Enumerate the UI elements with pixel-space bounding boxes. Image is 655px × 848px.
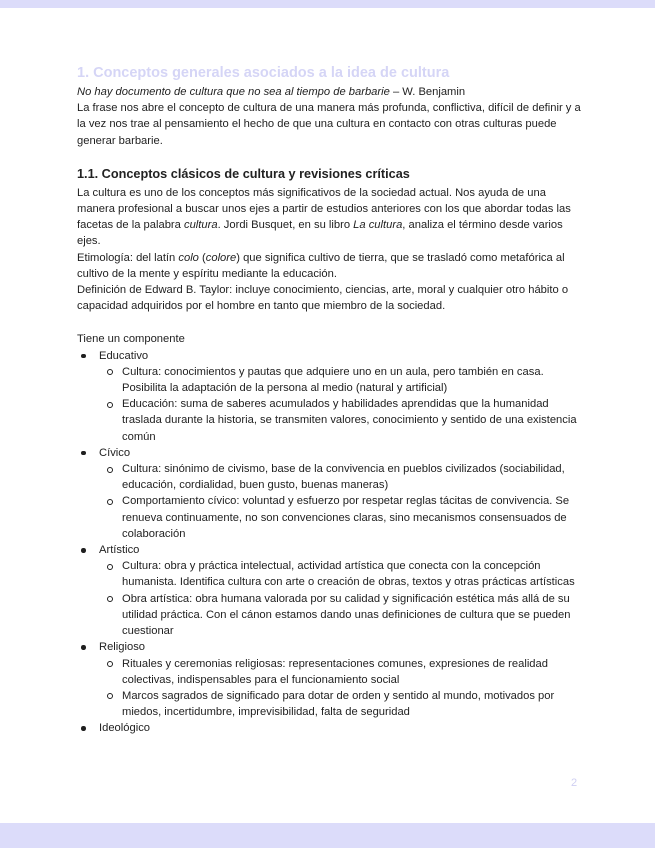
sub-list-item: Educación: suma de saberes acumulados y habilidades aprendidas que la humanidad traslada durante la historia, se transmiten valores, conocimiento y sentido de una existencia común <box>99 396 582 445</box>
list-item: Educativo Cultura: conocimientos y pautas que adquiere uno en un aula, pero también en casa. Posibilita la adaptación de la persona al medio (natural y artificial) Educación: suma de saberes acumulados y habilidades aprendidas que la humanidad traslada durante la historia, se transmiten valores, conocimiento y sentido de una existencia común <box>77 348 582 445</box>
list-intro: Tiene un componente <box>77 333 185 346</box>
list-item: Artístico Cultura: obra y práctica intelectual, actividad artística que conecta con la concepción humanista. Identifica cultura con arte o creación de obras, textos y otras prácticas artísticas Obra artística: obra humana valorada por su calidad y significación estética más allá de su utilidad práctica. Con el cánon estamos dando unas definiciones de cultura que se pueden cuestionar <box>77 542 582 639</box>
paragraph-1: La cultura es uno de los conceptos más significativos de la sociedad actual. Nos ayuda de una manera profesional a buscar unos ejes a partir de estudios anteriores con los que abordar todas las facetas de la palabra cultura. Jordi Busquet, en su libro La cultura, analiza el término desde varios ejes. <box>77 186 571 248</box>
sub-list-item: Comportamiento cívico: voluntad y esfuerzo por respetar reglas tácitas de convivencia. Se renueva continuamente, no son convenciones claras, sino mecanismos consensuados de colaboración <box>99 493 582 542</box>
sub-list-item: Marcos sagrados de significado para dotar de orden y sentido al mundo, motivados por miedos, incertidumbre, imprevisibilidad, falta de seguridad <box>99 688 582 720</box>
sub-list-item: Cultura: sinónimo de civismo, base de la convivencia en pueblos civilizados (sociabilidad, educación, cordialidad, buen gusto, buenas maneras) <box>99 461 582 493</box>
component-list <box>77 348 582 737</box>
page-number: 2 <box>571 777 578 789</box>
sub-list-item: Cultura: conocimientos y pautas que adquiere uno en un aula, pero también en casa. Posibilita la adaptación de la persona al medio (natural y artificial) <box>99 364 582 396</box>
sub-list-item: Obra artística: obra humana valorada por su calidad y significación estética más allá de su utilidad práctica. Con el cánon estamos dando unas definiciones de cultura que se pueden cuestionar <box>99 591 582 640</box>
footer-band <box>0 823 655 848</box>
quote-author: – W. Benjamin <box>389 86 466 98</box>
paragraph-etymology: Etimología: del latín colo (colore) que significa cultivo de tierra, que se trasladó como metafórica al cultivo de la mente y espíritu mediante la educación. <box>77 251 565 280</box>
list-item: Ideológico <box>77 720 582 736</box>
sub-list <box>99 364 582 445</box>
sub-list-item: Cultura: obra y práctica intelectual, actividad artística que conecta con la concepción humanista. Identifica cultura con arte o creación de obras, textos y otras prácticas artísticas <box>99 558 582 590</box>
sub-list-item: Rituales y ceremonias religiosas: representaciones comunes, expresiones de realidad colectivas, indispensables para el funcionamiento social <box>99 656 582 688</box>
paragraph-definition: Definición de Edward B. Taylor: incluye conocimiento, ciencias, arte, moral y cualquier otro hábito o capacidad adquiridos por el hombre en tanto que miembro de la sociedad. <box>77 284 569 313</box>
heading-1: 1. Conceptos generales asociados a la idea de cultura <box>77 65 450 81</box>
quote <box>77 84 582 100</box>
quote-text: No hay documento de cultura que no sea al tiempo de barbarie <box>77 86 390 98</box>
list-item: Religioso Rituales y ceremonias religiosas: representaciones comunes, expresiones de realidad colectivas, indispensables para el funcionamiento social Marcos sagrados de significado para dotar de orden y sentido al mundo, motivados por miedos, incertidumbre, imprevisibilidad, falta de seguridad <box>77 639 582 720</box>
document-page <box>77 60 582 737</box>
sub-list <box>99 461 582 542</box>
sub-list <box>99 656 582 721</box>
intro-paragraph: La frase nos abre el concepto de cultura de una manera más profunda, conflictiva, difícil de definir y a la vez nos trae al pensamiento el hecho de que una cultura en contacto con otras culturas puede generar barbarie. <box>77 102 581 147</box>
heading-2: 1.1. Conceptos clásicos de cultura y revisiones críticas <box>77 166 410 181</box>
sub-list <box>99 558 582 639</box>
header-band <box>0 0 655 8</box>
list-item: Cívico Cultura: sinónimo de civismo, base de la convivencia en pueblos civilizados (sociabilidad, educación, cordialidad, buen gusto, buenas maneras) Comportamiento cívico: voluntad y esfuerzo por respetar reglas tácitas de convivencia. Se renueva continuamente, no son convenciones claras, sino mecanismos consensuados de colaboración <box>77 445 582 542</box>
